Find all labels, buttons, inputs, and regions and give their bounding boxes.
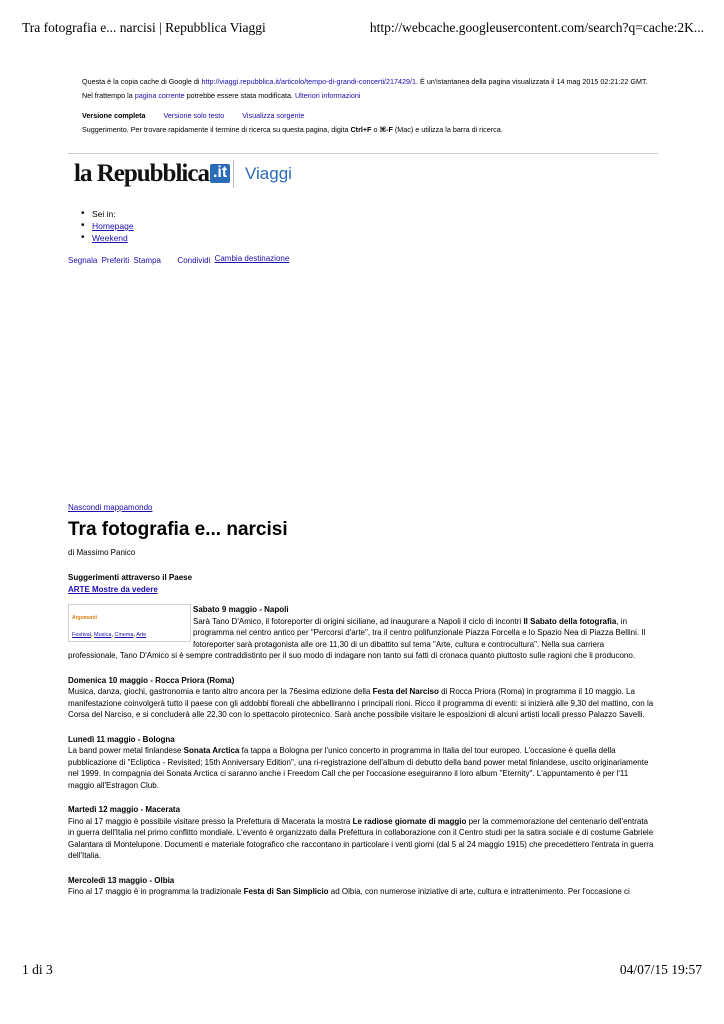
print-footer-date: 04/07/15 19:57 [619, 962, 702, 977]
stampa-button[interactable]: Stampa [133, 256, 161, 265]
cache-modified-notice: Nel frattempo la pagina corrente potrebbe essere stata modificata. Ulteriori informazioni [82, 91, 361, 100]
suggestions-link[interactable]: ARTE Mostre da vedere [68, 585, 158, 594]
article-body [68, 604, 654, 911]
breadcrumb-weekend[interactable]: Weekend [92, 233, 128, 243]
argomenti-heading: Argomenti [72, 615, 97, 621]
tag-arte[interactable]: Arte [136, 632, 147, 638]
cache-tip: Suggerimento. Per trovare rapidamente il termine di ricerca su questa pagina, digita Ctrl+F o ⌘-F (Mac) e utilizza la barra di ricerca. [82, 125, 503, 134]
tag-cinema[interactable]: Cinema [114, 632, 134, 638]
article-author: di Massimo Panico [68, 548, 136, 557]
suggestions-block [68, 572, 192, 596]
cambia-destinazione-link[interactable]: Cambia destinazione [214, 254, 290, 263]
tag-festival[interactable]: Festival [72, 632, 91, 638]
logo-brand: la Repubblica [74, 160, 209, 187]
google-cache-banner [82, 76, 652, 138]
print-header-title: Tra fotografia e... narcisi | Repubblica Viaggi [22, 20, 266, 35]
logo-dot-it: .it [210, 164, 230, 183]
tab-text-only[interactable]: Versione solo testo [163, 111, 225, 120]
tab-full-version: Versione completa [82, 111, 146, 120]
current-page-link[interactable]: pagina corrente [134, 91, 185, 100]
article-entry: Sabato 9 maggio - Napoli Sarà Tano D'Amico, il fotoreporter di origini siciliane, ad inaugurare a Napoli il ciclo di incontri Il Sabato della fotografia, in programma nel centro antico per "Percorsi d'arte", tra il centro polifunzionale Piazza Forcella e lo Spazio Nea di Piazza Bellini. Il fotoreporter sarà protagonista alle ore 11,30 di un dibattito sul tema "Arte, cultura e controcultura". Nella sua carriera professionale, Tano D'Amico si è sempre contraddistinto per il suo modo di indagare non tanto sui fatti di cronaca quanto piuttosto sulle ragioni che li producono. [68, 604, 654, 662]
argomenti-tags: Festival, Musica, Cinema, Arte [72, 632, 147, 638]
preferiti-button[interactable]: Preferiti [101, 256, 130, 265]
section-title[interactable]: Viaggi [245, 164, 292, 183]
segnala-button[interactable]: Segnala [68, 256, 98, 265]
breadcrumb [80, 208, 134, 244]
print-footer-page-number: 1 di 3 [22, 962, 53, 977]
article-entry: Martedì 12 maggio - Macerata Fino al 17 maggio è possibile visitare presso la Prefettura di Macerata la mostra Le radiose giornate di maggio per la commemorazione del centenario dell'entrata in guerra dell'Italia nel primo conflitto mondiale. L'evento è organizzato dalla Prefettura in collaborazione con il Centro studi per la satira sociale e di costume Gabriele Galantara di Montelupone. Documenti e materiale fotografico che raccontano in particolare i venti giorni (dal 5 al 24 maggio 1915) che precedettero l'entrata in guerra dell'Italia. [68, 805, 654, 860]
hide-map-link-wrap [68, 503, 153, 512]
cached-source-link[interactable]: http://viaggi.repubblica.it/articolo/tempo-di-grandi-concerti/217429/1 [201, 77, 417, 86]
tab-view-source[interactable]: Visualizza sorgente [242, 111, 305, 120]
cache-divider [68, 153, 658, 154]
article-entry: Domenica 10 maggio - Rocca Priora (Roma) Musica, danza, giochi, gastronomia e tanto altro ancora per la 76esima edizione della Festa del Narciso di Rocca Priora (Roma) in programma il 10 maggio. La manifestazione coinvolgerà tutto il paese con gli addobbi floreali che abbelliranno i principali rioni. Ricco il programma di eventi: si inizierà alle 9,30 del mattino, con la Corsa del Narciso, e si concluderà alle 22,30 con lo spettacolo pirotecnico. Sarà anche possibile visitare le esposizioni di alcuni artisti locali presso Palazzo Savelli. [68, 675, 654, 719]
article-entry: Lunedì 11 maggio - Bologna La band power metal finlandese Sonata Arctica fa tappa a Bologna per l'unico concerto in programma in Italia del tour europeo. L'occasione è quella della pubblicazione di "Ecliptica - Revisited; 15th Anniversary Edition", una ri-registrazione dell'album di debutto della band power metal finlandese, uscito originariamente nel 1999. In compagnia dei Sonata Arctica ci saranno anche i Freedom Call che per l'occasione eseguiranno il loro album "Eternity". L'appuntamento è per l'11 maggio all'Estragon Club. [68, 734, 654, 792]
article-title: Tra fotografia e... narcisi [68, 519, 288, 540]
entry-day: Sabato 9 maggio - Napoli [193, 605, 289, 614]
more-info-link[interactable]: Ulteriori informazioni [294, 91, 361, 100]
print-header-url: http://webcache.googleusercontent.com/search?q=cache:2K... [369, 20, 704, 35]
entry-day: Domenica 10 maggio - Rocca Priora (Roma) [68, 675, 235, 685]
article-tools [68, 254, 291, 265]
breadcrumb-homepage[interactable]: Homepage [92, 221, 134, 231]
entry-day: Mercoledì 13 maggio - Olbia [68, 875, 175, 885]
breadcrumb-label: • Sei in: [92, 208, 134, 220]
cache-notice: Questa è la copia cache di Google di http://viaggi.repubblica.it/articolo/tempo-di-grandi-concerti/217429/1. È un'istantanea della pagina visualizzata il 14 mag 2015 02:21:22 GMT. [82, 77, 648, 86]
cache-version-tabs [82, 110, 652, 121]
entry-day: Lunedì 11 maggio - Bologna [68, 734, 175, 744]
condividi-button[interactable]: Condividi [177, 256, 211, 265]
hide-map-link[interactable]: Nascondi mappamondo [68, 503, 153, 512]
repubblica-logo[interactable] [74, 160, 230, 190]
suggestions-heading: Suggerimenti attraverso il Paese [68, 573, 193, 582]
logo-separator [233, 160, 234, 188]
entry-day: Martedì 12 maggio - Macerata [68, 805, 181, 814]
article-entry: Mercoledì 13 maggio - Olbia Fino al 17 maggio è in programma la tradizionale Festa di San Simplicio ad Olbia, con numerose iniziative di arte, cultura e intrattenimento. Per l'occasione ci [68, 875, 654, 898]
tag-musica[interactable]: Musica [94, 632, 112, 638]
